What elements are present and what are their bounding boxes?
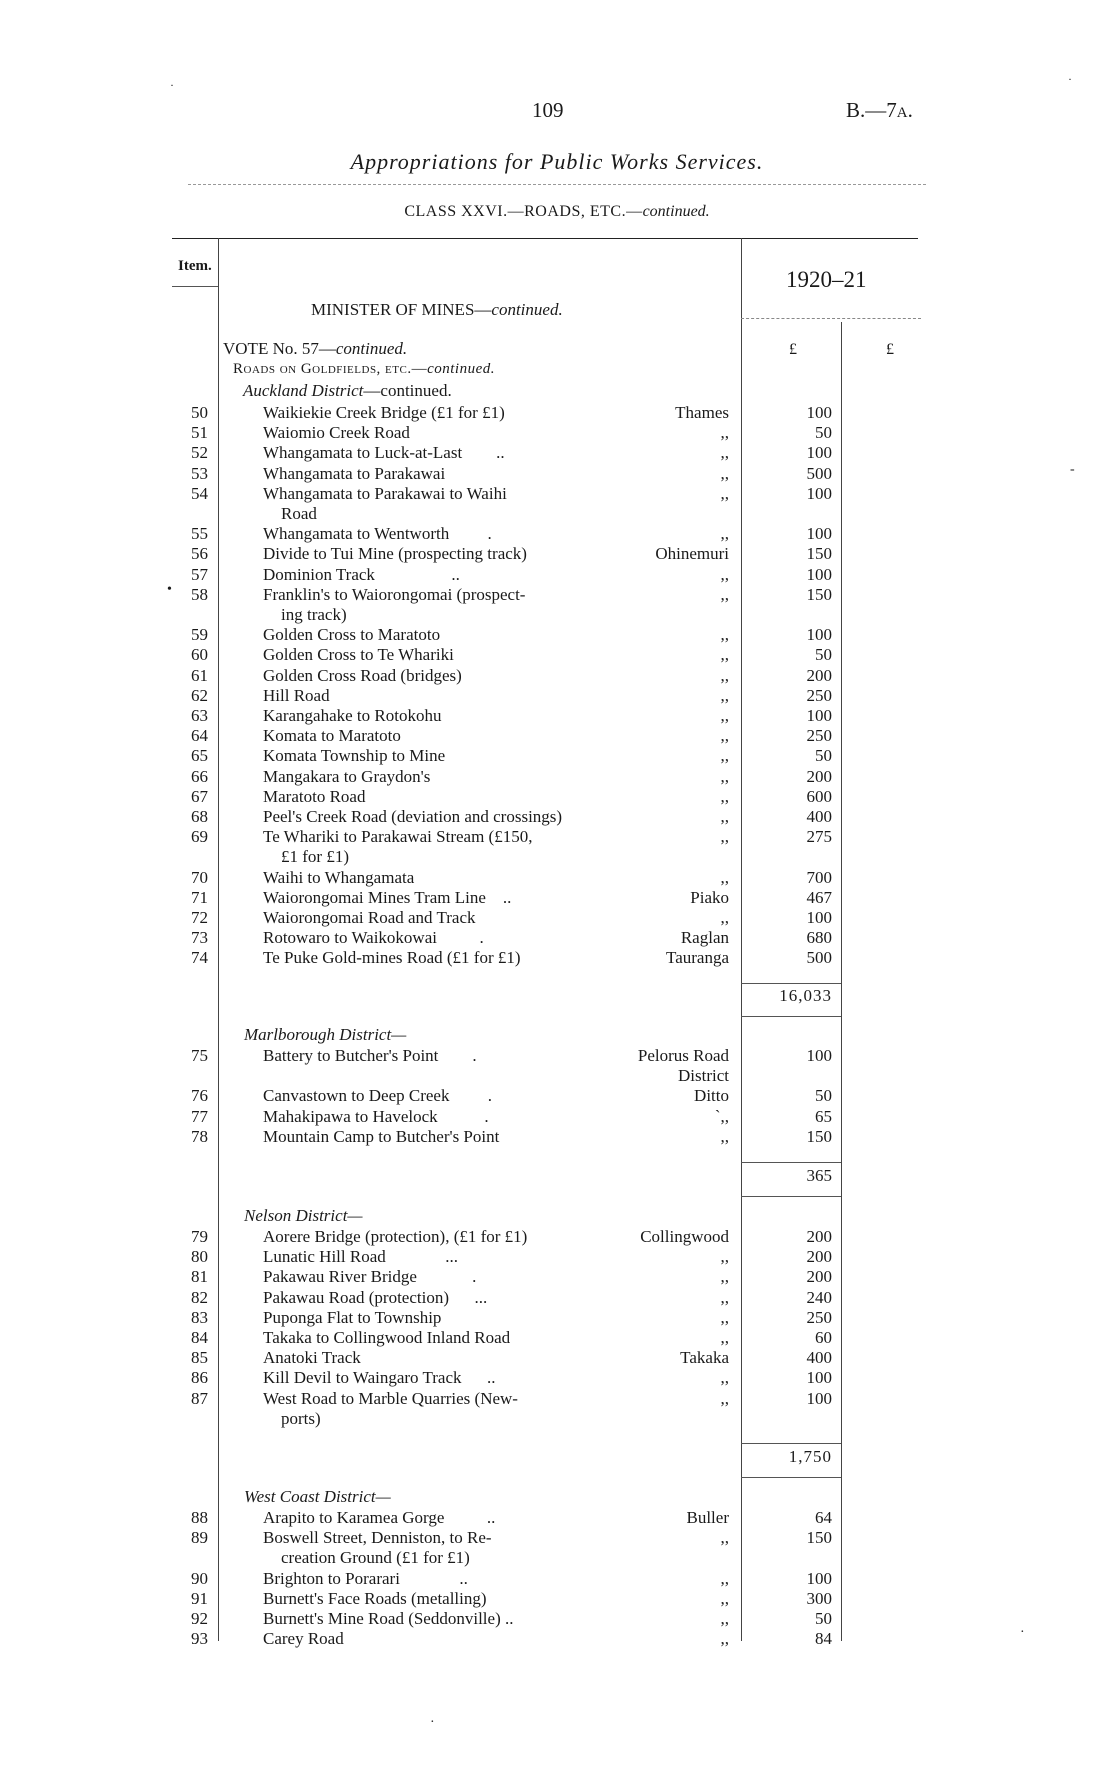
item-description: Whangamata to Luck-at-Last .. bbox=[263, 443, 505, 463]
item-location: ,, bbox=[720, 1568, 729, 1588]
item-amount: 100 bbox=[806, 908, 832, 927]
margin-mark: • bbox=[167, 582, 172, 597]
item-location: ,, bbox=[720, 726, 729, 746]
item-description-continued: Road bbox=[281, 503, 317, 523]
table-row bbox=[0, 706, 1114, 726]
item-amount: 250 bbox=[806, 726, 832, 746]
item-number: 56 bbox=[191, 544, 208, 564]
item-description: Kill Devil to Waingaro Track .. bbox=[263, 1368, 496, 1388]
item-amount: 50 bbox=[815, 1609, 832, 1628]
item-location: ,, bbox=[720, 665, 729, 685]
item-location: ,, bbox=[720, 1528, 729, 1548]
item-number: 78 bbox=[191, 1126, 208, 1146]
nelson-heading: Nelson District— bbox=[244, 1206, 363, 1225]
item-amount: 65 bbox=[815, 1106, 832, 1126]
scan-speck: · bbox=[430, 1715, 435, 1730]
item-number: 60 bbox=[191, 645, 208, 665]
auckland-heading bbox=[243, 381, 452, 401]
item-location: ,, bbox=[720, 685, 729, 705]
item-description: Rotowaro to Waikokowai . bbox=[263, 928, 484, 948]
item-number: 75 bbox=[191, 1046, 208, 1065]
table-row bbox=[0, 827, 1114, 867]
item-location: ,, bbox=[720, 1368, 729, 1388]
item-location: ,, bbox=[720, 564, 729, 584]
item-amount: 100 bbox=[806, 1046, 832, 1065]
item-amount: 50 bbox=[815, 423, 832, 443]
item-description: Aorere Bridge (protection), (£1 for £1) bbox=[263, 1227, 528, 1246]
item-description-continued: ports) bbox=[281, 1408, 321, 1428]
item-amount: 467 bbox=[806, 887, 832, 907]
item-location: ,, bbox=[720, 1247, 729, 1267]
table-row bbox=[0, 403, 1114, 423]
table-top-rule bbox=[172, 238, 918, 239]
table-row bbox=[0, 807, 1114, 827]
table-row bbox=[0, 726, 1114, 746]
table-row bbox=[0, 1528, 1114, 1568]
item-amount: 275 bbox=[806, 827, 832, 847]
item-amount: 500 bbox=[806, 948, 832, 968]
table-row bbox=[0, 746, 1114, 766]
item-amount: 150 bbox=[806, 544, 832, 564]
table-row bbox=[0, 1629, 1114, 1649]
item-description: Peel's Creek Road (deviation and crossings) bbox=[263, 807, 563, 826]
subtotal-column-rule bbox=[841, 322, 842, 1641]
item-number: 89 bbox=[191, 1528, 208, 1548]
item-number: 71 bbox=[191, 887, 208, 907]
item-location: ,, bbox=[720, 867, 729, 887]
item-location: ,, bbox=[720, 1629, 729, 1649]
item-amount: 500 bbox=[806, 463, 832, 483]
item-number: 57 bbox=[191, 564, 208, 584]
table-row bbox=[0, 1368, 1114, 1388]
item-number: 64 bbox=[191, 726, 208, 746]
table-row bbox=[0, 1247, 1114, 1267]
title-rule bbox=[188, 184, 926, 185]
table-row bbox=[0, 1348, 1114, 1368]
item-description: Mountain Camp to Butcher's Point bbox=[263, 1126, 500, 1146]
item-description: Brighton to Porarari .. bbox=[263, 1568, 468, 1588]
item-number: 68 bbox=[191, 807, 208, 826]
table-row bbox=[0, 1288, 1114, 1308]
item-number: 55 bbox=[191, 524, 208, 544]
scan-speck: · bbox=[1068, 72, 1072, 86]
item-location-continued: District bbox=[678, 1066, 729, 1085]
item-number: 70 bbox=[191, 867, 208, 887]
item-location: ,, bbox=[720, 1588, 729, 1608]
table-row bbox=[0, 948, 1114, 968]
item-description: Maratoto Road bbox=[263, 786, 366, 806]
item-description-continued: ing track) bbox=[281, 604, 347, 624]
roads-heading bbox=[233, 361, 495, 378]
item-location: ,, bbox=[720, 786, 729, 806]
item-amount: 200 bbox=[806, 1267, 832, 1287]
item-location: ,, bbox=[720, 827, 729, 847]
item-description-continued: £1 for £1) bbox=[281, 847, 349, 867]
item-description: Canvastown to Deep Creek . bbox=[263, 1086, 492, 1106]
table-row bbox=[0, 1227, 1114, 1247]
item-location: Collingwood bbox=[640, 1227, 729, 1246]
item-description: Komata Township to Mine bbox=[263, 746, 446, 766]
scan-speck: · bbox=[1020, 1625, 1025, 1640]
vote-cont: continued. bbox=[335, 339, 408, 358]
item-description: Waiorongomai Mines Tram Line .. bbox=[263, 887, 512, 907]
minister-main: MINISTER OF MINES— bbox=[311, 300, 492, 319]
table-row bbox=[0, 483, 1114, 523]
item-description: Carey Road bbox=[263, 1629, 344, 1649]
table-row bbox=[0, 1046, 1114, 1085]
item-number: 53 bbox=[191, 463, 208, 483]
item-number: 87 bbox=[191, 1388, 208, 1408]
item-location: ,, bbox=[720, 584, 729, 604]
vote-main: VOTE No. 57— bbox=[223, 339, 336, 358]
item-amount: 50 bbox=[815, 1086, 832, 1106]
item-description: Waikiekie Creek Bridge (£1 for £1) bbox=[263, 403, 505, 422]
item-amount: 100 bbox=[806, 564, 832, 584]
item-number: 61 bbox=[191, 665, 208, 685]
item-location: ,, bbox=[720, 463, 729, 483]
item-number: 52 bbox=[191, 443, 208, 463]
table-row bbox=[0, 1308, 1114, 1328]
table-row bbox=[0, 1328, 1114, 1348]
item-location: ,, bbox=[720, 706, 729, 725]
table-row bbox=[0, 868, 1114, 888]
item-amount: 600 bbox=[806, 786, 832, 806]
item-column-header: Item. bbox=[178, 258, 212, 274]
page-title: Appropriations for Public Works Services. bbox=[350, 149, 764, 174]
table-row bbox=[0, 686, 1114, 706]
pound-header-1: £ bbox=[789, 341, 797, 358]
item-number: 51 bbox=[191, 423, 208, 443]
table-row bbox=[0, 666, 1114, 686]
item-amount: 200 bbox=[806, 665, 832, 685]
pound-header-2: £ bbox=[886, 341, 894, 358]
item-description: Anatoki Track bbox=[263, 1348, 361, 1368]
item-description: Dominion Track .. bbox=[263, 564, 460, 584]
item-amount: 300 bbox=[806, 1588, 832, 1608]
table-row bbox=[0, 524, 1114, 544]
document-reference bbox=[846, 98, 913, 123]
item-description: West Road to Marble Quarries (New- bbox=[263, 1388, 518, 1408]
westcoast-heading: West Coast District— bbox=[244, 1487, 391, 1506]
marlborough-total: 365 bbox=[806, 1166, 832, 1185]
item-description: Whangamata to Parakawai bbox=[263, 463, 446, 483]
item-location: ,, bbox=[720, 423, 729, 443]
ref-end: . bbox=[907, 98, 913, 122]
item-number: 79 bbox=[191, 1227, 208, 1246]
item-description: Waiomio Creek Road bbox=[263, 423, 410, 443]
item-number: 67 bbox=[191, 786, 208, 806]
item-location: Ohinemuri bbox=[655, 544, 729, 564]
item-description: Pakawau Road (protection) ... bbox=[263, 1287, 488, 1307]
marlborough-total-rule-bottom bbox=[741, 1196, 841, 1197]
item-amount: 50 bbox=[815, 746, 832, 766]
item-amount: 150 bbox=[806, 1126, 832, 1146]
item-description: Boswell Street, Denniston, to Re- bbox=[263, 1528, 492, 1548]
item-location: `,, bbox=[714, 1106, 729, 1126]
item-description: Waihi to Whangamata bbox=[263, 867, 415, 887]
item-location: ,, bbox=[720, 1126, 729, 1146]
minister-cont: continued. bbox=[491, 300, 563, 319]
item-description: Burnett's Face Roads (metalling) bbox=[263, 1588, 487, 1608]
item-description-continued: creation Ground (£1 for £1) bbox=[281, 1548, 470, 1568]
item-location: ,, bbox=[720, 524, 729, 544]
item-amount: 100 bbox=[806, 1388, 832, 1408]
table-row bbox=[0, 1086, 1114, 1106]
table-row bbox=[0, 1589, 1114, 1609]
table-row bbox=[0, 787, 1114, 807]
item-location: Raglan bbox=[680, 928, 729, 948]
item-number: 88 bbox=[191, 1508, 208, 1527]
item-number: 58 bbox=[191, 584, 208, 604]
item-number: 63 bbox=[191, 706, 208, 725]
item-location: Buller bbox=[686, 1508, 729, 1527]
item-amount: 100 bbox=[806, 706, 832, 725]
item-description: Puponga Flat to Township bbox=[263, 1307, 442, 1327]
table-row bbox=[0, 645, 1114, 665]
item-number: 91 bbox=[191, 1588, 208, 1608]
vote-heading bbox=[223, 339, 407, 359]
item-amount: 200 bbox=[806, 1227, 832, 1246]
item-amount: 700 bbox=[806, 867, 832, 887]
item-number: 81 bbox=[191, 1267, 208, 1287]
item-amount: 50 bbox=[815, 645, 832, 665]
item-amount: 150 bbox=[806, 584, 832, 604]
item-number: 84 bbox=[191, 1328, 208, 1347]
item-location: Thames bbox=[675, 403, 729, 422]
table-row bbox=[0, 423, 1114, 443]
item-number: 72 bbox=[191, 908, 208, 927]
item-description: Takaka to Collingwood Inland Road bbox=[263, 1328, 511, 1347]
ref-main: B.—7 bbox=[846, 98, 897, 122]
item-location: ,, bbox=[720, 645, 729, 665]
item-description: Komata to Maratoto bbox=[263, 726, 401, 746]
item-number: 50 bbox=[191, 403, 208, 422]
marlborough-total-rule-top bbox=[741, 1162, 841, 1163]
item-amount: 240 bbox=[806, 1287, 832, 1307]
item-location: Tauranga bbox=[666, 948, 729, 968]
item-amount: 100 bbox=[806, 443, 832, 463]
scan-speck: - bbox=[1070, 462, 1075, 477]
item-location: ,, bbox=[720, 625, 729, 645]
item-amount: 100 bbox=[806, 483, 832, 503]
subtitle-main: CLASS XXVI.—ROADS, ETC.— bbox=[404, 203, 643, 220]
class-subtitle bbox=[0, 203, 1114, 221]
item-number: 66 bbox=[191, 766, 208, 786]
item-location: Pelorus Road bbox=[637, 1046, 729, 1065]
item-description: Battery to Butcher's Point . bbox=[263, 1046, 477, 1065]
item-location: ,, bbox=[720, 1267, 729, 1287]
item-amount: 100 bbox=[806, 625, 832, 645]
item-location: ,, bbox=[720, 766, 729, 786]
item-description: Te Puke Gold-mines Road (£1 for £1) bbox=[263, 948, 521, 968]
item-amount: 150 bbox=[806, 1528, 832, 1548]
item-location: ,, bbox=[720, 1388, 729, 1408]
item-description: Waiorongomai Road and Track bbox=[263, 908, 476, 927]
item-description: Divide to Tui Mine (prospecting track) bbox=[263, 544, 527, 564]
item-location: ,, bbox=[720, 1287, 729, 1307]
item-description: Lunatic Hill Road ... bbox=[263, 1247, 459, 1267]
item-description: Whangamata to Parakawai to Waihi bbox=[263, 483, 507, 503]
item-location: Piako bbox=[690, 887, 729, 907]
item-description: Franklin's to Waiorongomai (prospect- bbox=[263, 584, 526, 604]
year-header: 1920–21 bbox=[786, 267, 867, 292]
item-number: 92 bbox=[191, 1609, 208, 1628]
table-row bbox=[0, 1508, 1114, 1528]
item-number: 85 bbox=[191, 1348, 208, 1368]
item-number: 69 bbox=[191, 827, 208, 847]
item-description: Golden Cross to Te Whariki bbox=[263, 645, 454, 665]
table-row bbox=[0, 1569, 1114, 1589]
item-description: Arapito to Karamea Gorge .. bbox=[263, 1508, 496, 1527]
auckland-heading-name: Auckland District bbox=[243, 381, 364, 400]
item-description: Golden Cross to Maratoto bbox=[263, 625, 441, 645]
item-location: ,, bbox=[720, 1609, 729, 1628]
item-number: 77 bbox=[191, 1106, 208, 1126]
item-number: 59 bbox=[191, 625, 208, 645]
item-number: 54 bbox=[191, 483, 208, 503]
subtitle-cont: continued. bbox=[642, 203, 710, 220]
item-number: 90 bbox=[191, 1568, 208, 1588]
item-location: ,, bbox=[720, 908, 729, 927]
nelson-total: 1,750 bbox=[788, 1447, 832, 1466]
item-number: 74 bbox=[191, 948, 208, 968]
item-number: 86 bbox=[191, 1368, 208, 1388]
item-amount: 680 bbox=[806, 928, 832, 948]
item-amount: 200 bbox=[806, 1247, 832, 1267]
item-amount: 400 bbox=[806, 807, 832, 826]
nelson-total-rule-top bbox=[741, 1443, 841, 1444]
table-row bbox=[0, 625, 1114, 645]
item-description: Te Whariki to Parakawai Stream (£150, bbox=[263, 827, 533, 847]
item-amount: 60 bbox=[815, 1328, 832, 1347]
item-number: 80 bbox=[191, 1247, 208, 1267]
item-description: Hill Road bbox=[263, 685, 330, 705]
item-description: Whangamata to Wentworth . bbox=[263, 524, 492, 544]
table-row bbox=[0, 443, 1114, 463]
year-rule bbox=[741, 318, 921, 319]
item-location: Takaka bbox=[680, 1348, 729, 1368]
item-number: 83 bbox=[191, 1307, 208, 1327]
item-description: Golden Cross Road (bridges) bbox=[263, 665, 462, 685]
item-amount: 64 bbox=[815, 1508, 832, 1527]
ref-suffix: A bbox=[896, 105, 908, 121]
item-amount: 200 bbox=[806, 766, 832, 786]
item-number: 73 bbox=[191, 928, 208, 948]
item-header-rule bbox=[172, 286, 218, 287]
marlborough-heading: Marlborough District— bbox=[244, 1025, 407, 1044]
table-row bbox=[0, 888, 1114, 908]
table-row bbox=[0, 908, 1114, 928]
item-description: Burnett's Mine Road (Seddonville) .. bbox=[263, 1609, 514, 1628]
table-row bbox=[0, 464, 1114, 484]
auckland-total-rule-top bbox=[741, 983, 841, 984]
item-location: Ditto bbox=[694, 1086, 729, 1106]
auckland-heading-suffix: —continued. bbox=[363, 381, 452, 400]
auckland-total-rule-bottom bbox=[741, 1016, 841, 1017]
auckland-total: 16,033 bbox=[779, 986, 832, 1005]
item-amount: 100 bbox=[806, 403, 832, 422]
item-number: 65 bbox=[191, 746, 208, 766]
page-number: 109 bbox=[532, 98, 564, 122]
item-location: ,, bbox=[720, 443, 729, 463]
item-number: 62 bbox=[191, 685, 208, 705]
item-amount: 100 bbox=[806, 1568, 832, 1588]
item-description: Mangakara to Graydon's bbox=[263, 766, 431, 786]
item-amount: 100 bbox=[806, 1368, 832, 1388]
item-description: Karangahake to Rotokohu bbox=[263, 706, 442, 725]
item-location: ,, bbox=[720, 807, 729, 826]
roads-main: Roads on Goldfields, etc.— bbox=[233, 361, 428, 377]
table-row bbox=[0, 1609, 1114, 1629]
item-amount: 84 bbox=[815, 1629, 832, 1649]
table-row bbox=[0, 1127, 1114, 1147]
item-number: 93 bbox=[191, 1629, 208, 1649]
table-row bbox=[0, 1107, 1114, 1127]
table-row bbox=[0, 544, 1114, 564]
item-number: 76 bbox=[191, 1086, 208, 1106]
item-location: ,, bbox=[720, 1307, 729, 1327]
item-amount: 250 bbox=[806, 685, 832, 705]
table-row bbox=[0, 1388, 1114, 1428]
item-location: ,, bbox=[720, 746, 729, 766]
nelson-total-rule-bottom bbox=[741, 1477, 841, 1478]
table-row bbox=[0, 767, 1114, 787]
item-amount: 250 bbox=[806, 1307, 832, 1327]
item-description: Mahakipawa to Havelock . bbox=[263, 1106, 489, 1126]
minister-heading bbox=[311, 300, 563, 320]
table-row bbox=[0, 928, 1114, 948]
item-amount: 100 bbox=[806, 524, 832, 544]
scan-speck: · bbox=[170, 78, 174, 92]
item-location: ,, bbox=[720, 1328, 729, 1347]
item-number: 82 bbox=[191, 1287, 208, 1307]
table-row bbox=[0, 1267, 1114, 1287]
item-description: Pakawau River Bridge . bbox=[263, 1267, 477, 1287]
item-amount: 400 bbox=[806, 1348, 832, 1368]
item-location: ,, bbox=[720, 483, 729, 503]
roads-cont: continued. bbox=[427, 361, 495, 377]
